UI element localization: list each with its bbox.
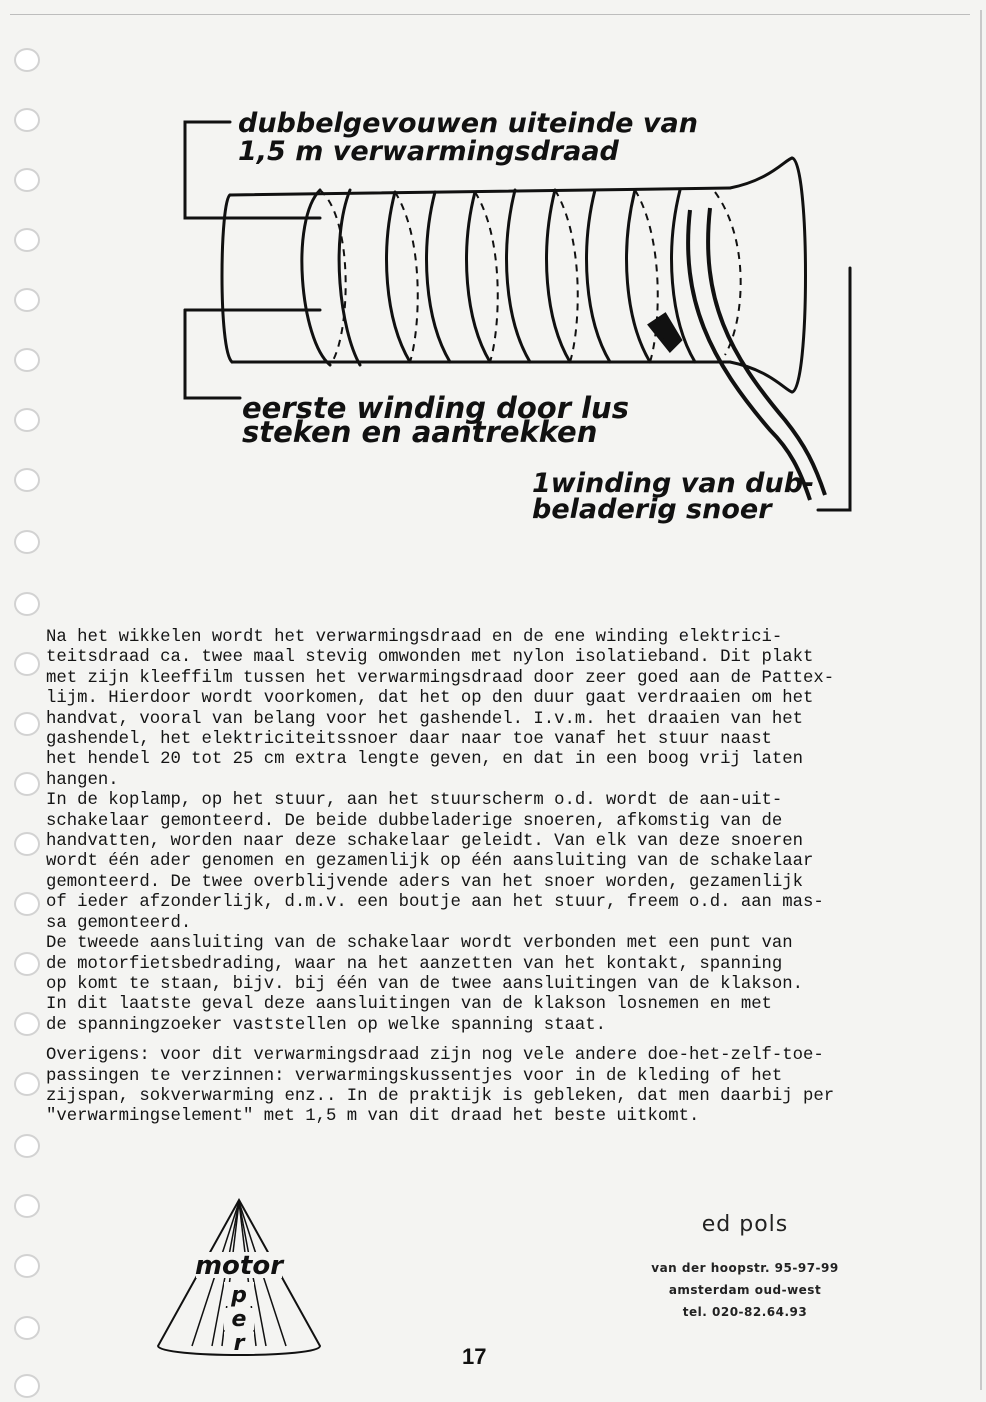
label-top-line1: dubbelgevouwen uiteinde van <box>238 108 698 139</box>
binder-hole <box>14 48 40 72</box>
coil-drawing <box>170 100 870 540</box>
binder-hole <box>14 1194 40 1218</box>
paragraph-1 <box>46 628 976 791</box>
binder-hole <box>14 1374 40 1398</box>
text-line: wordt één ader genomen en gezamenlijk op één aansluiting van de schakelaar <box>46 852 814 872</box>
logo-line4: r <box>233 1331 245 1356</box>
binder-hole <box>14 832 40 856</box>
paragraph-2 <box>46 791 976 934</box>
binder-hole <box>14 1254 40 1278</box>
binder-hole <box>14 168 40 192</box>
logo-drawing <box>152 1196 326 1366</box>
label-bottom-line1: eerste winding door lus <box>242 391 629 425</box>
binder-hole <box>14 108 40 132</box>
binder-hole <box>14 408 40 432</box>
label-top-line2: 1,5 m verwarmingsdraad <box>238 136 619 167</box>
text-line: handvatten, worden naar deze schakelaar geleidt. Van elk van deze snoeren <box>46 832 804 852</box>
text-line: hangen. <box>46 770 119 790</box>
motorper-logo <box>152 1196 326 1366</box>
binder-hole <box>14 1012 40 1036</box>
binder-hole <box>14 228 40 252</box>
binder-hole <box>14 772 40 796</box>
text-line: "verwarmingselement" met 1,5 m van dit draad het beste uitkomt. <box>46 1107 700 1127</box>
author-phone: tel. 020-82.64.93 <box>682 1305 808 1319</box>
binder-hole <box>14 892 40 916</box>
logo-line3: e <box>231 1307 247 1332</box>
text-line: de spanningzoeker vaststellen op welke spanning staat. <box>46 1015 607 1035</box>
text-line: op komt te staan, bijv. bij één van de twee aansluitingen van de klakson. <box>46 974 804 994</box>
text-line: het hendel 20 tot 25 cm extra lengte geven, en dat in een boog vrij laten <box>46 750 804 770</box>
text-line: lijm. Hierdoor wordt voorkomen, dat het op den duur gaat verdraaien om het <box>46 689 814 709</box>
text-line: gemonteerd. De twee overblijvende aders van het snoer worden, gezamenlijk <box>46 872 804 892</box>
paragraph-4 <box>46 1046 976 1128</box>
top-edge-line <box>10 14 970 15</box>
paragraph-gap <box>46 1036 976 1046</box>
right-edge-line <box>980 10 982 1390</box>
author-name: ed pols <box>701 1212 789 1237</box>
text-line: met zijn kleeffilm tussen het verwarmingsdraad door zeer goed aan de Pattex- <box>46 668 835 688</box>
label-bottom-line2: steken en aantrekken <box>242 415 598 449</box>
binder-hole <box>14 712 40 736</box>
page-number: 17 <box>462 1344 487 1369</box>
binder-hole <box>14 530 40 554</box>
text-line: Na het wikkelen wordt het verwarmingsdraad en de ene winding elektrici- <box>46 628 783 647</box>
text-line: sa gemonteerd. <box>46 913 192 933</box>
text-line: de motorfietsbedrading, waar na het aanzetten van het kontakt, spanning <box>46 954 783 974</box>
binder-hole <box>14 1072 40 1096</box>
author-block <box>640 1212 850 1323</box>
binder-hole <box>14 468 40 492</box>
article-body <box>46 628 976 1128</box>
paragraph-3 <box>46 934 976 1036</box>
binder-hole <box>14 952 40 976</box>
author-street: van der hoopstr. 95-97-99 <box>651 1261 839 1275</box>
binder-hole <box>14 1316 40 1340</box>
text-line: In de koplamp, op het stuur, aan het stuurscherm o.d. wordt de aan-uit- <box>46 791 783 811</box>
text-line: passingen te verzinnen: verwarmingskussentjes voor in de kleding of het <box>46 1066 783 1086</box>
logo-line1: motor <box>194 1251 284 1281</box>
text-line: In dit laatste geval deze aansluitingen van de klakson losnemen en met <box>46 995 772 1015</box>
binder-hole <box>14 288 40 312</box>
heating-wire-diagram <box>170 100 870 540</box>
binder-hole <box>14 592 40 616</box>
text-line: of ieder afzonderlijk, d.m.v. een boutje aan het stuur, freem o.d. aan mas- <box>46 893 824 913</box>
text-line: Overigens: voor dit verwarmingsdraad zijn nog vele andere doe-het-zelf-toe- <box>46 1046 824 1066</box>
text-line: gashendel, het elektriciteitssnoer daar naar toe vanaf het stuur naast <box>46 730 772 750</box>
text-line: De tweede aansluiting van de schakelaar wordt verbonden met een punt van <box>46 934 793 954</box>
text-line: teitsdraad ca. twee maal stevig omwonden met nylon isolatieband. Dit plakt <box>46 648 814 668</box>
label-right-line2: beladerig snoer <box>532 494 772 525</box>
label-right-line1: 1winding van dub- <box>532 468 815 499</box>
binder-hole <box>14 348 40 372</box>
text-line: schakelaar gemonteerd. De beide dubbeladerige snoeren, afkomstig van de <box>46 811 783 831</box>
binder-hole <box>14 652 40 676</box>
text-line: handvat, vooral van belang voor het gashendel. I.v.m. het draaien van het <box>46 709 804 729</box>
text-line: zijspan, sokverwarming enz.. In de praktijk is gebleken, dat men daarbij per <box>46 1086 835 1106</box>
logo-line2: p <box>231 1283 247 1308</box>
binder-hole <box>14 1134 40 1158</box>
author-city: amsterdam oud-west <box>668 1283 822 1297</box>
